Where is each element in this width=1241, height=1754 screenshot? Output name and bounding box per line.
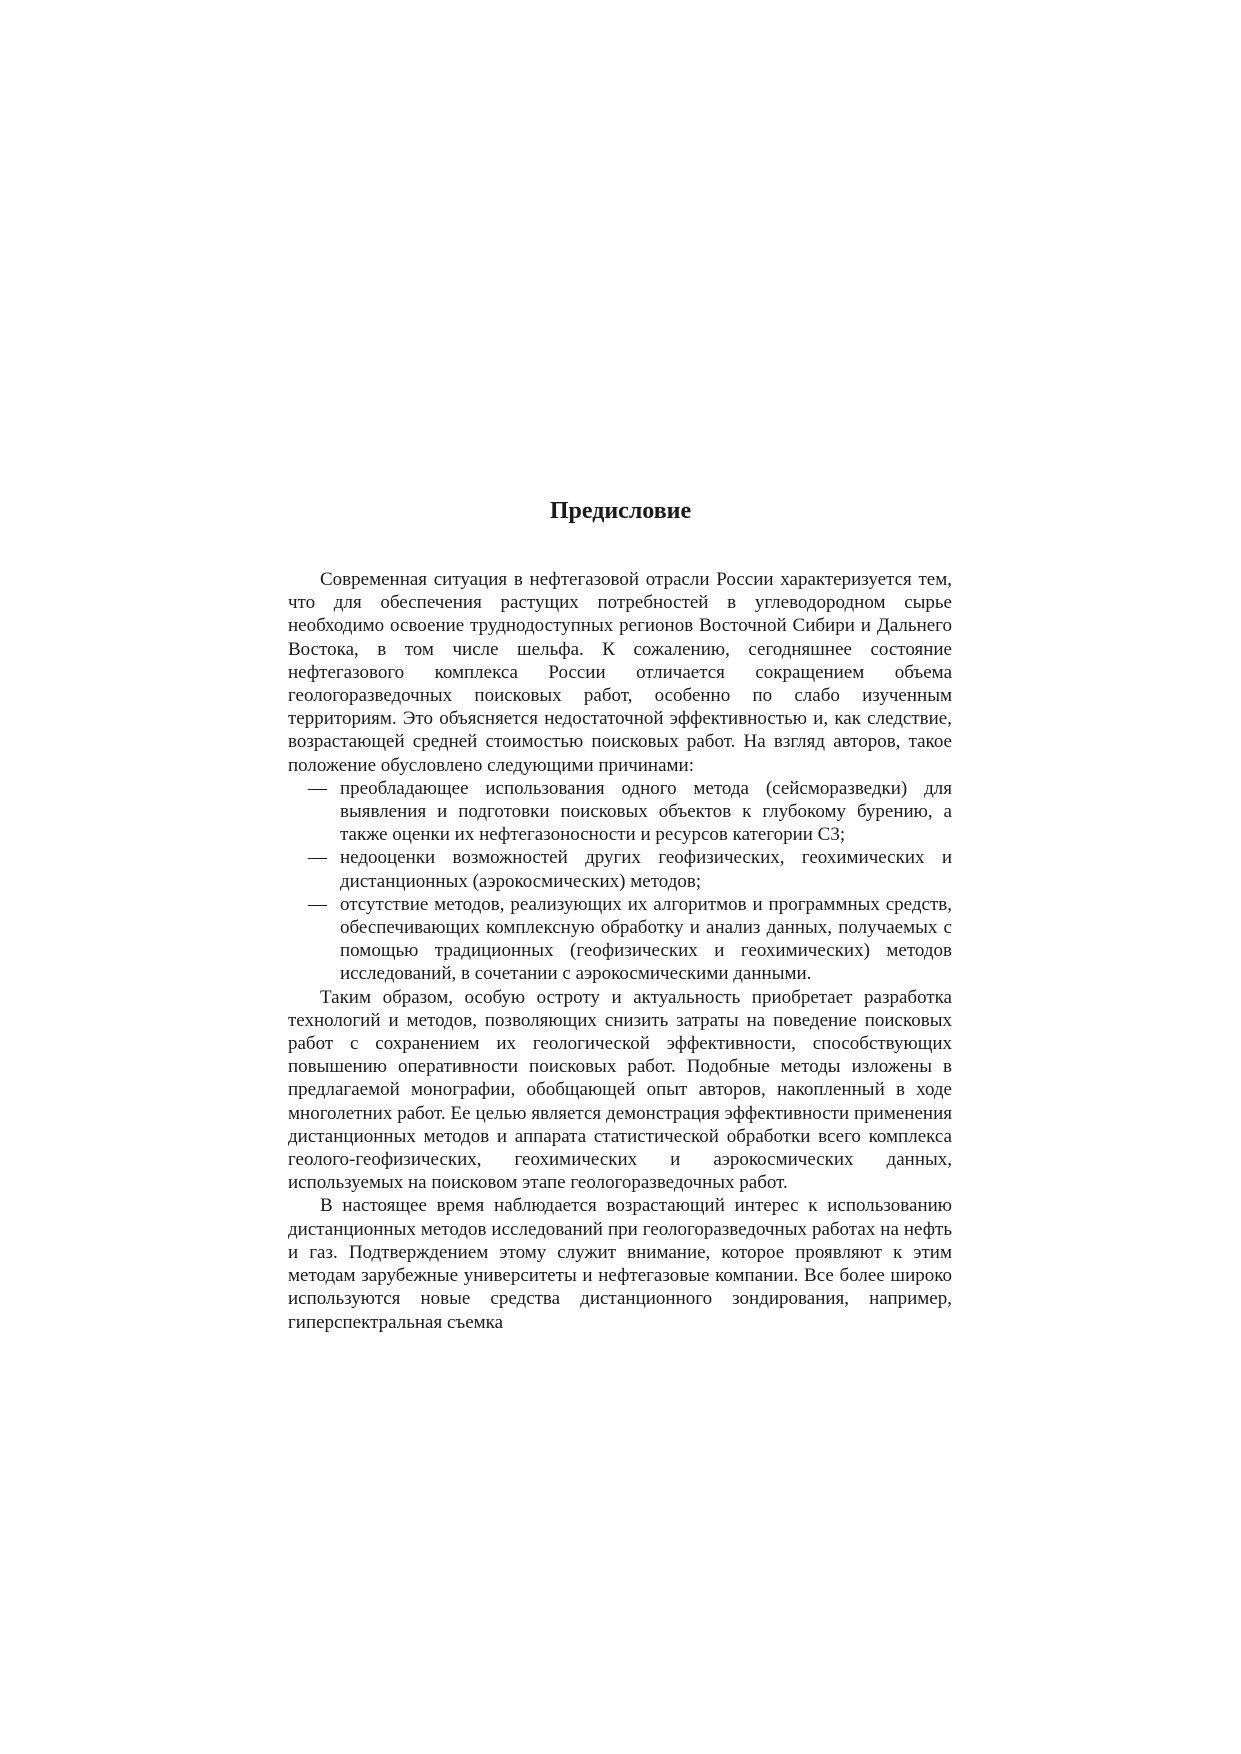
paragraph-conclusion: Таким образом, особую остроту и актуальность приобретает разработка технологий и методов, позволяющих снизить затраты на поведение поисковых работ с сохранением их геологической эффективности, способствующих повышению оперативности поисковых работ. Подобные методы изложены в предлагаемой монографии, обобщающей опыт авторов, накопленный в ходе многолетних работ. Ее целью является демонстрация эффективности применения дистанционных методов и аппарата статистической обработки всего комплекса геолого-геофизических, геохимических и аэрокосмических данных, используемых на поисковом этапе геологоразведочных работ. — [288, 986, 952, 1194]
list-item-text: отсутствие методов, реализующих их алгоритмов и программных средств, обеспечивающих комплексную обработку и анализ данных, получаемых с помощью традиционных (геофизических и геохимических) методов исследований, в сочетании с аэрокосмическими данными. — [340, 893, 952, 985]
list-item-text: недооценки возможностей других геофизических, геохимических и дистанционных (аэрокосмических) методов; — [340, 847, 952, 892]
list-item — [288, 893, 952, 986]
list-item — [288, 846, 952, 892]
reasons-list — [288, 777, 952, 986]
page-title: Предисловие — [549, 498, 692, 524]
paragraph-remote-sensing: В настоящее время наблюдается возрастающий интерес к использованию дистанционных методов исследований при геологоразведочных работах на нефть и газ. Подтверждением этому служит внимание, которое проявляют к этим методам зарубежные университеты и нефтегазовые компании. Все более широко используются новые средства дистанционного зондирования, например, гиперспектральная съемка — [288, 1195, 952, 1333]
list-dash: — — [308, 893, 327, 915]
list-dash: — — [308, 847, 327, 869]
list-dash: — — [308, 777, 327, 799]
list-item — [288, 777, 952, 847]
list-item-text: преобладающее использования одного метода (сейсморазведки) для выявления и подготовки поисковых объектов к глубокому бурению, а также оценки их нефтегазоносности и ресурсов категории С3; — [340, 777, 952, 846]
body-text — [288, 568, 952, 1334]
paragraph-intro: Современная ситуация в нефтегазовой отрасли России характеризуется тем, что для обеспечения растущих потребностей в углеводородном сырье необходимо освоение труднодоступных регионов Восточной Сибири и Дальнего Востока, в том числе шельфа. К сожалению, сегодняшнее состояние нефтегазового комплекса России отличается сокращением объема геологоразведочных поисковых работ, особенно по слабо изученным территориям. Это объясняется недостаточной эффективностью и, как следствие, возрастающей средней стоимостью поисковых работ. На взгляд авторов, такое положение обусловлено следующими причинами: — [288, 569, 952, 776]
